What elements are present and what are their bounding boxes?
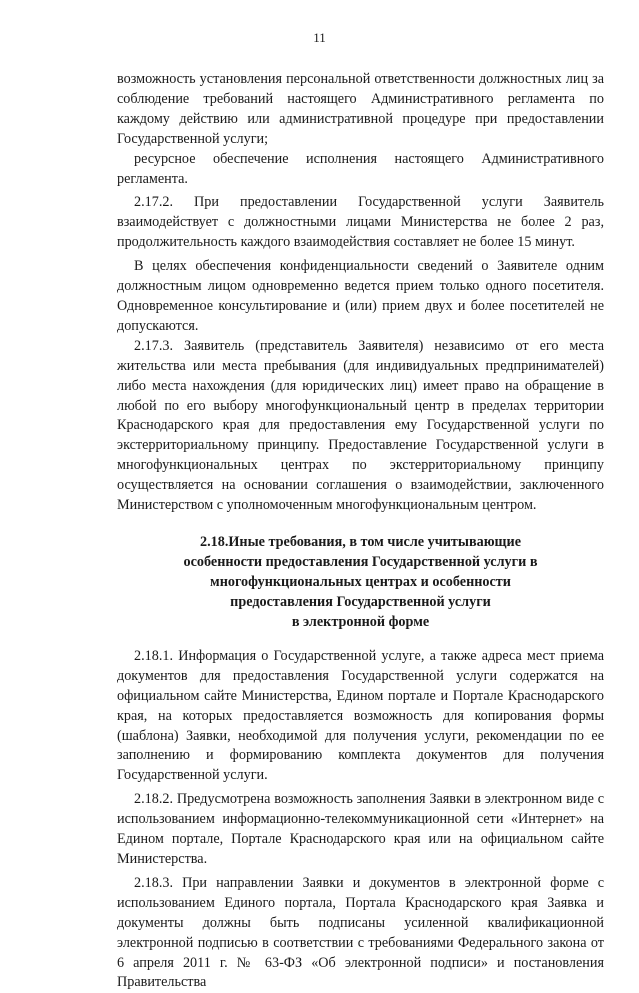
section-heading-line-3: многофункциональных центрах и особенности [210, 573, 511, 590]
paragraph-2-17-3: 2.17.3. Заявитель (представитель Заявителя) независимо от его места жительства или места пребывания (для индивидуальных предпринимателей) либо места нахождения (для юридических лиц) имеет право на обращение в любой по его выбору многофункциональный центр в пределах территории Краснодарского края для предоставления ему Государственной услуги по экстерриториальному принципу. Предоставление Государственной услуги в многофункциональных центрах по экстерриториальному принципу осуществляется на основании соглашения о взаимодействии, заключенного Министерством с уполномоченным многофункциональным центром. [117, 337, 604, 514]
paragraph-2-18-2: 2.18.2. Предусмотрена возможность заполнения Заявки в электронном виде с использованием информационно-телекоммуникационной сети «Интернет» на Едином портале, Портале Краснодарского края или на официальном сайте Министерства. [117, 791, 604, 867]
section-heading-line-5: в электронной форме [291, 613, 430, 630]
paragraph-2-17-2: 2.17.2. При предоставлении Государственной услуги Заявитель взаимодействует с должностными лицами Министерства не более 2 раз, продолжительность каждого взаимодействия составляет не более 15 минут. [117, 194, 604, 251]
page-number: 11 [313, 30, 326, 45]
section-heading-line-1: 2.18.Иные требования, в том числе учитывающие [199, 533, 522, 550]
paragraph-resource-provision: ресурсное обеспечение исполнения настоящего Административного регламента. [117, 150, 604, 187]
section-heading-2-18 [117, 532, 604, 632]
paragraph-2-18-1: 2.18.1. Информация о Государственной услуге, а также адреса мест приема документов для предоставления Государственной услуги содержатся на официальном сайте Министерства, Едином портале и Портале Краснодарского края, на которых предоставляется возможность для копирования формы (шаблона) Заявки, необходимой для получения услуги, рекомендации по ее заполнению и формированию комплекта документов для получения Государственной услуги. [117, 647, 604, 784]
paragraph-confidentiality: В целях обеспечения конфиденциальности сведений о Заявителе одним должностным лицом одновременно ведется прием только одного посетителя. Одновременное консультирование и (или) прием двух и более посетителей не допускаются. [117, 258, 604, 334]
section-heading-line-2: особенности предоставления Государственной услуги в [183, 553, 538, 570]
section-heading-line-4: предоставления Государственной услуги [230, 593, 491, 610]
paragraph-2-18-3: 2.18.3. При направлении Заявки и документов в электронной форме с использованием Единого портала, Портала Краснодарского края Заявка и документы должны быть подписаны усиленной квалификационной электронной подписью в соответствии с требованиями Федерального закона от 6 апреля 2011 г. № 63-ФЗ «Об электронной подписи» и постановления Правительства [117, 874, 604, 991]
document-body [117, 70, 604, 993]
paragraph-responsibility: возможность установления персональной ответственности должностных лиц за соблюдение требований настоящего Административного регламента по каждому действию или административной процедуре при предоставлении Государственной услуги; [117, 71, 604, 147]
